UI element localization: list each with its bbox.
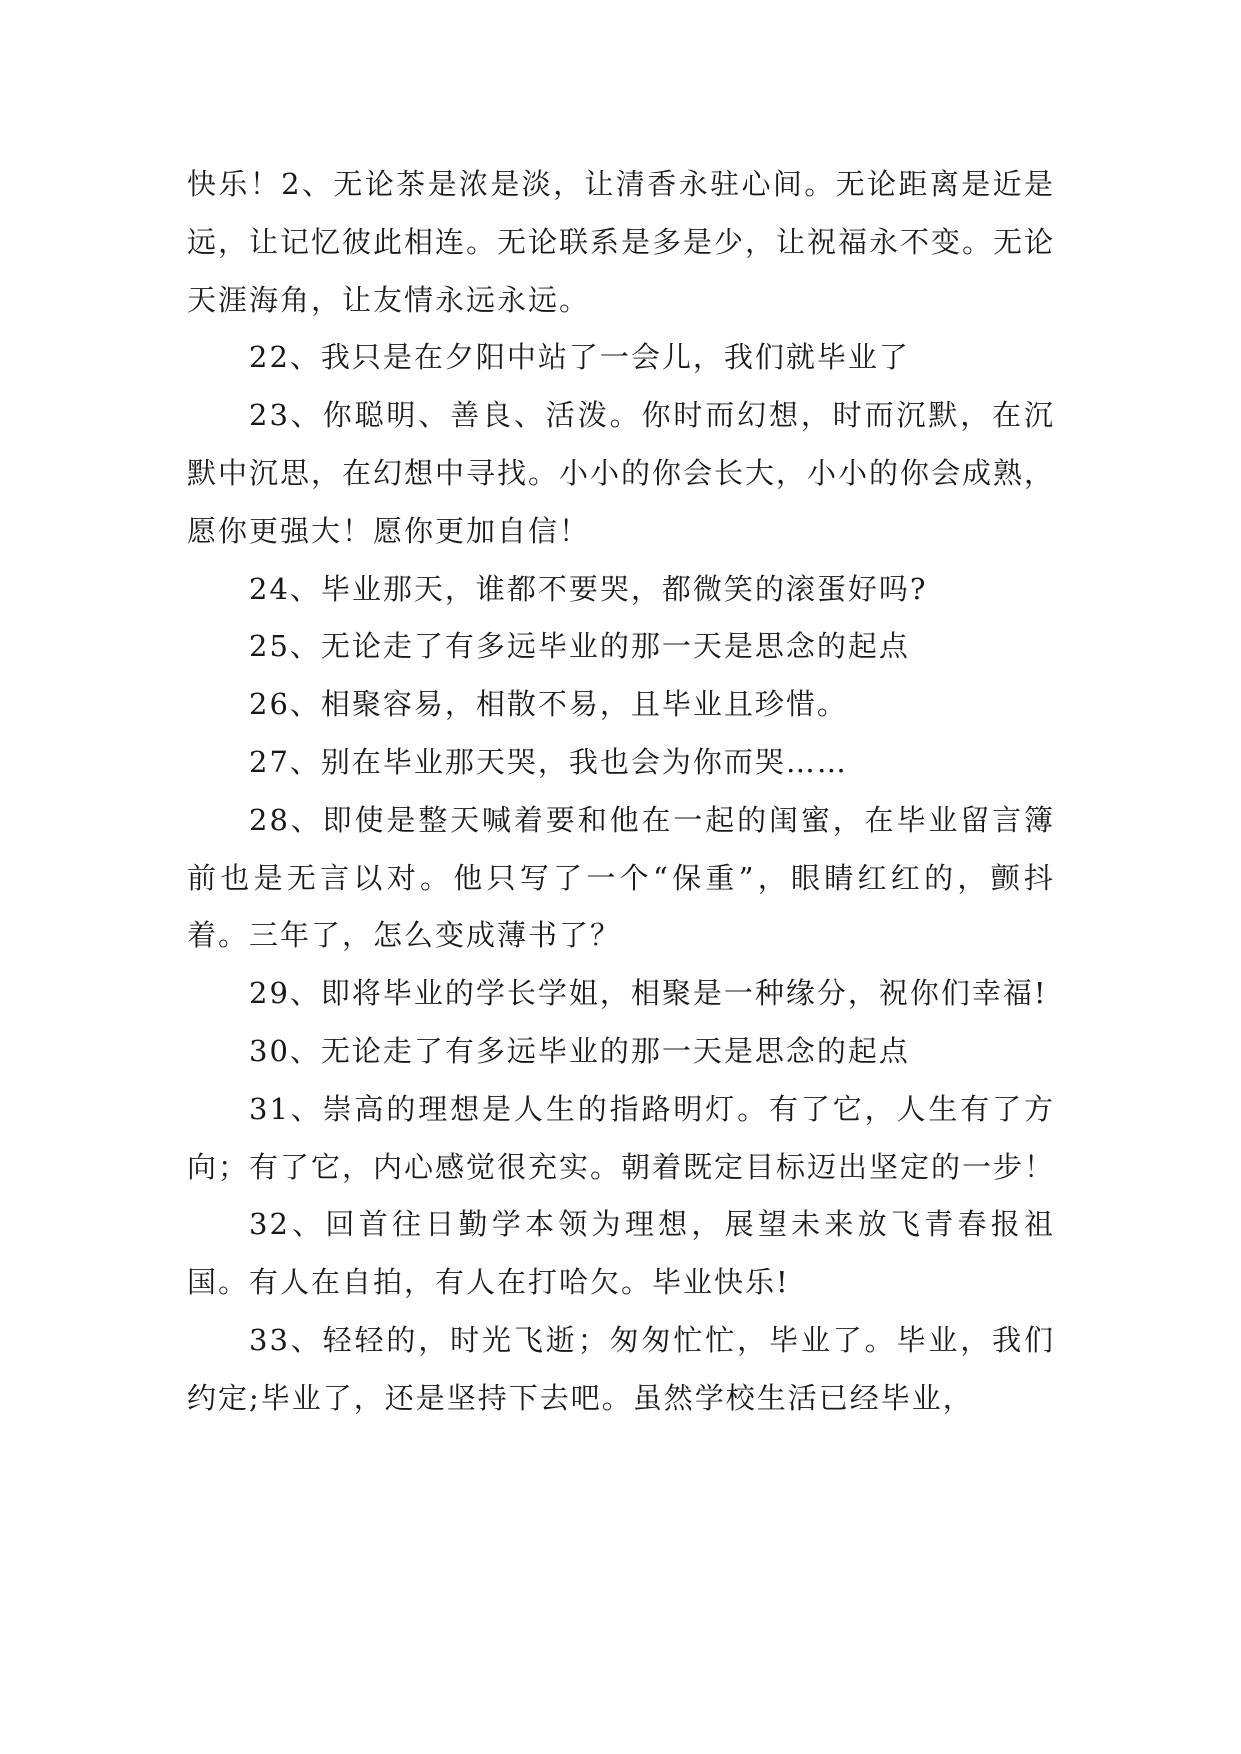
paragraph-29: 29、即将毕业的学长学姐，相聚是一种缘分，祝你们幸福! (249, 976, 1048, 1011)
paragraph-30: 30、无论走了有多远毕业的那一天是思念的起点 (249, 1033, 910, 1068)
paragraph-24: 24、毕业那天，谁都不要哭，都微笑的滚蛋好吗? (249, 571, 928, 606)
paragraph-28: 28、即使是整天喊着要和他在一起的闺蜜，在毕业留言簿前也是无言以对。他只写了一个“保重”，眼睛红红的，颤抖着。三年了，怎么变成薄书了？ (187, 802, 1055, 953)
paragraph-1: 快乐！2、无论茶是浓是淡，让清香永驻心间。无论距离是近是远，让记忆彼此相连。无论联系是多是少，让祝福永不变。无论天涯海角，让友情永远永远。 (187, 167, 1056, 317)
paragraph-26: 26、相聚容易，相散不易，且毕业且珍惜。 (249, 687, 848, 722)
paragraph-25: 25、无论走了有多远毕业的那一天是思念的起点 (249, 629, 910, 664)
paragraph-31: 31、崇高的理想是人生的指路明灯。有了它，人生有了方向；有了它，内心感觉很充实。朝着既定目标迈出坚定的一步！ (187, 1091, 1056, 1184)
document-body (187, 156, 1055, 1428)
paragraph-33: 33、轻轻的，时光飞逝；匆匆忙忙，毕业了。毕业，我们约定;毕业了，还是坚持下去吧。虽然学校生活已经毕业， (187, 1322, 1055, 1415)
paragraph-32: 32、回首往日勤学本领为理想，展望未来放飞青春报祖国。有人在自拍，有人在打哈欠。毕业快乐! (187, 1207, 1055, 1300)
paragraph-22: 22、我只是在夕阳中站了一会儿，我们就毕业了 (249, 340, 910, 375)
paragraph-27: 27、别在毕业那天哭，我也会为你而哭…… (249, 744, 848, 779)
paragraph-23: 23、你聪明、善良、活泼。你时而幻想，时而沉默，在沉默中沉思，在幻想中寻找。小小的你会长大，小小的你会成熟，愿你更强大！愿你更加自信！ (187, 398, 1056, 548)
